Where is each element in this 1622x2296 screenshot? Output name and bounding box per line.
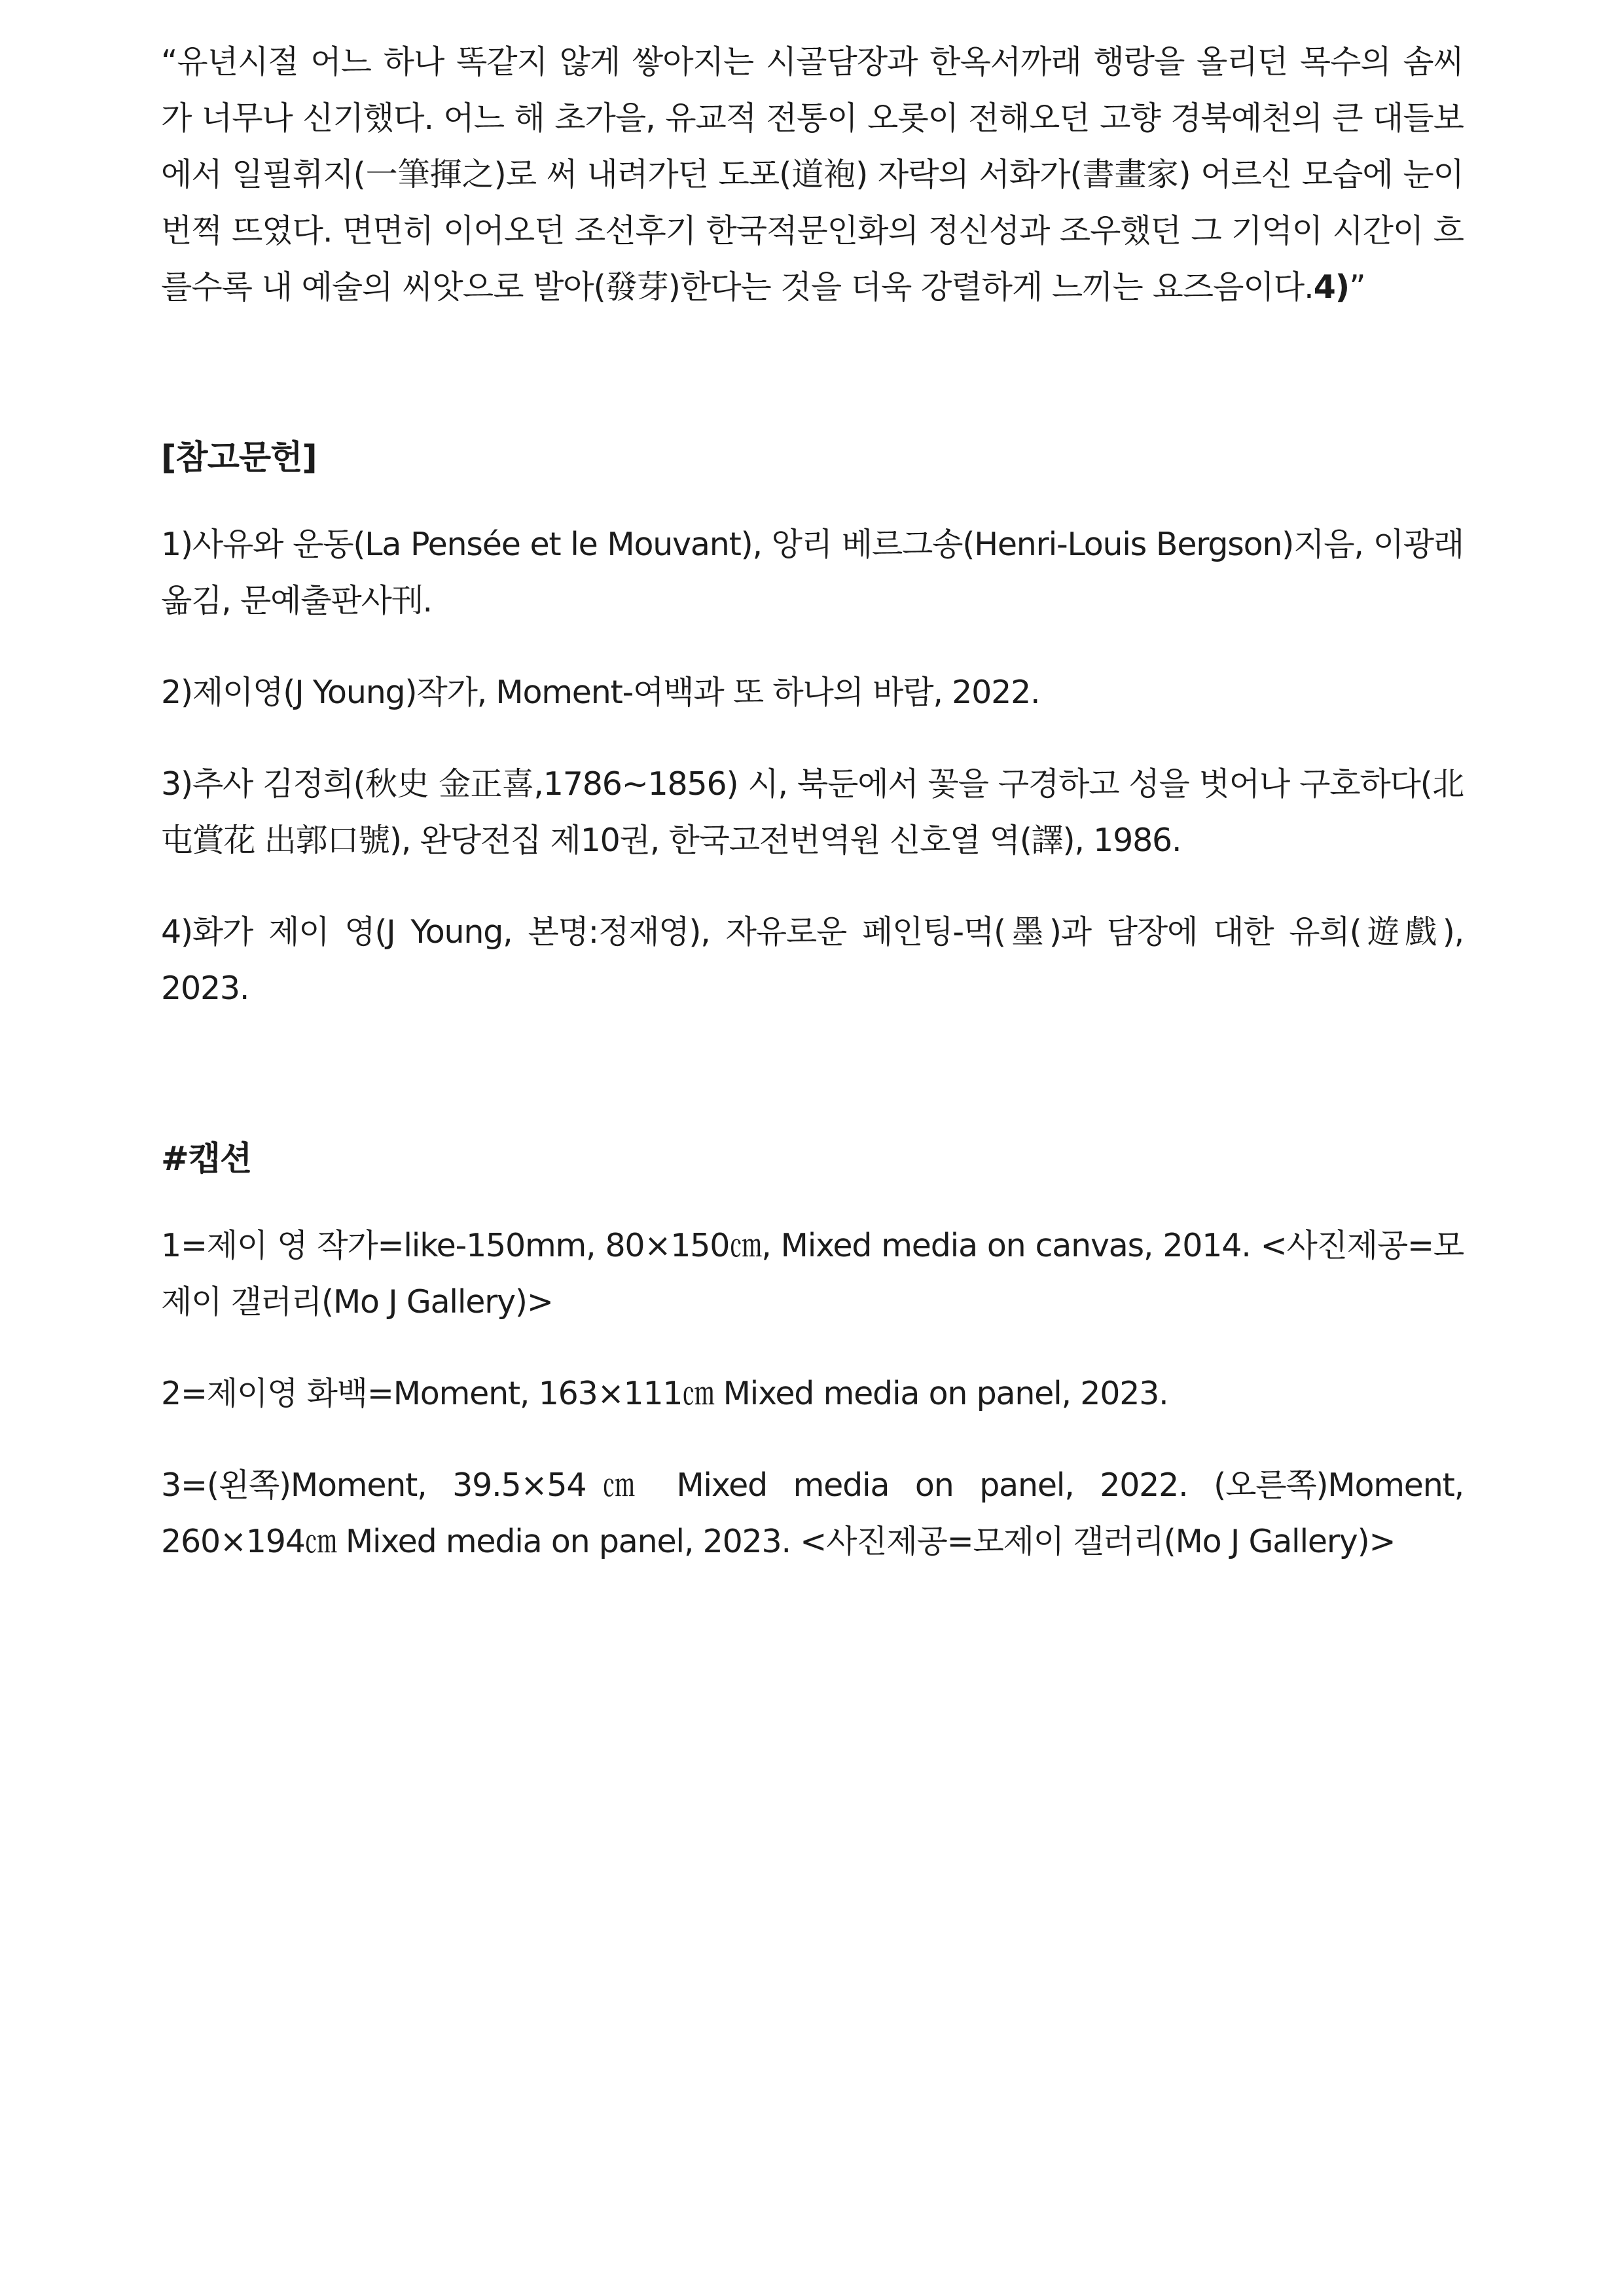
reference-item-1: 1)사유와 운동(La Pensée et le Mouvant), 앙리 베르그송(Henri-Louis Bergson)지음, 이광래 옮김, 문예출판사刊. <box>161 526 1464 619</box>
caption-item-2: 2=제이영 화백=Moment, 163×111㎝ Mixed media on panel, 2023. <box>161 1375 1168 1412</box>
quote-close: ” <box>1349 268 1365 306</box>
references-heading: [참고문헌] <box>161 439 317 477</box>
reference-item-3: 3)추사 김정희(秋史 金正喜,1786~1856) 시, 북둔에서 꽃을 구경하고 성을 벗어나 구호하다(北屯賞花 出郭口號), 완당전집 제10권, 한국고전번역원 신호열 역(譯), 1986. <box>161 765 1464 859</box>
reference-item-4: 4)화가 제이 영(J Young, 본명:정재영), 자유로운 페인팅-먹(墨)과 담장에 대한 유희(遊戲), 2023. <box>161 913 1464 1007</box>
document-page <box>161 34 1464 1570</box>
quote-text: “유년시절 어느 하나 똑같지 않게 쌓아지는 시골담장과 한옥서까래 행랑을 올리던 목수의 솜씨가 너무나 신기했다. 어느 해 초가을, 유교적 전통이 오롯이 전해오던 고향 경북예천의 큰 대들보에서 일필휘지(一筆揮之)로 써 내려가던 도포(道袍) 자락의 서화가(書畫家) 어르신 모습에 눈이 번쩍 뜨였다. 면면히 이어오던 조선후기 한국적문인화의 정신성과 조우했던 그 기억이 시간이 흐를수록 내 예술의 씨앗으로 발아(發芽)한다는 것을 더욱 강렬하게 느끼는 요즈음이다. <box>161 43 1464 306</box>
caption-item-1: 1=제이 영 작가=like-150mm, 80×150㎝, Mixed media on canvas, 2014. <사진제공=모제이 갤러리(Mo J Gallery)> <box>161 1227 1464 1321</box>
caption-item-3: 3=(왼쪽)Moment, 39.5×54㎝ Mixed media on panel, 2022. (오른쪽)Moment, 260×194㎝ Mixed media on panel, 2023. <사진제공=모제이 갤러리(Mo J Gallery)> <box>161 1467 1464 1560</box>
reference-item-2: 2)제이영(J Young)작가, Moment-여백과 또 하나의 바람, 2022. <box>161 674 1040 711</box>
captions-heading: #캡션 <box>161 1140 252 1178</box>
quote-ref-mark: 4) <box>1313 268 1350 306</box>
artist-quote <box>161 34 1464 316</box>
